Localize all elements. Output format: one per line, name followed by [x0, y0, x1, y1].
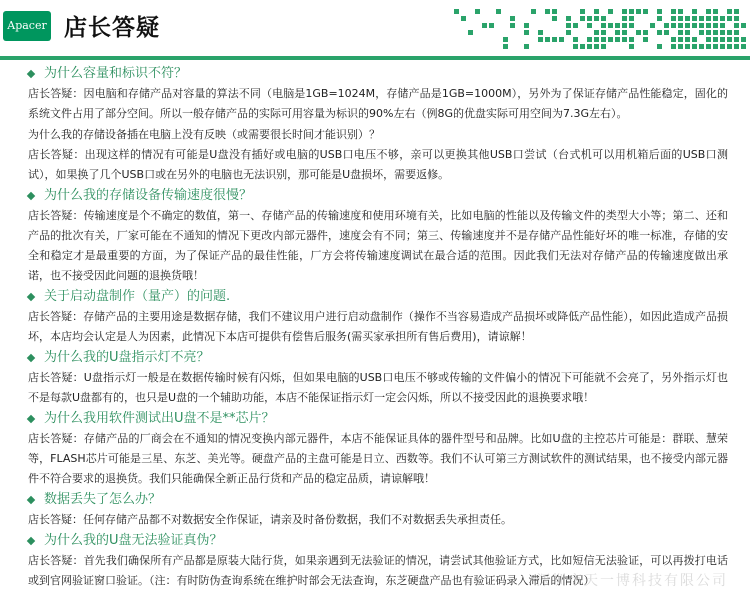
faq-question: 关于启动盘制作（量产）的问题.: [22, 286, 728, 307]
faq-item: [22, 124, 728, 185]
faq-answer: 店长答疑：首先我们确保所有产品都是原装大陆行货，如果亲遇到无法验证的情况，请尝试其他验证方式，比如短信无法验证，可以再拨打电话或到官网验证窗口验证。（注：有时防伪查询系统在维护时部会无法查询，东芝硬盘产品也有验证码录入滞后的情况）: [28, 554, 728, 587]
decorative-pixel-pattern: [446, 7, 750, 53]
faq-item: [22, 286, 728, 347]
faq-answer: 店长答疑：存储产品的厂商会在不通知的情况变换内部元器件，本店不能保证具体的器件型号和品牌。比如U盘的主控芯片可能是：群联、慧荣等，FLASH芯片可能是三星、东芝、美光等。硬盘产品的主盘可能是日立、西数等。我们不认可第三方测试软件的测试结果，也不接受内部元器件不符合要求的退换货。我们只能确保全新正品行货和产品的稳定品质，请谅解哦！: [28, 432, 728, 485]
bullet-diamond-icon: [27, 191, 35, 199]
faq-answer: 店长答疑：传输速度是个不确定的数值，第一、存储产品的传输速度和使用环境有关，比如电脑的性能以及传输文件的类型大小等；第二、还和产品的批次有关，厂家可能在不通知的情况下更改内部元器件，速度会有不同；第三、传输速度并不是存储产品性能好坏的唯一标准，存储的安全和稳定才是最重要的方面，为了保证产品的最佳性能，厂方会将传输速度调试在最合适的范围。因此我们无法对存储产品的传输速度做出承诺，也不接受因此问题的退换货哦！: [28, 209, 728, 282]
bullet-diamond-icon: [27, 69, 35, 77]
watermark: 深圳市天一博科技有限公司: [536, 573, 728, 589]
apacer-logo: Apacer: [3, 11, 51, 41]
faq-item: [22, 347, 728, 408]
bullet-diamond-icon: [27, 536, 35, 544]
bullet-diamond-icon: [27, 353, 35, 361]
header-divider: [0, 56, 750, 60]
faq-question: 为什么容量和标识不符？: [22, 63, 728, 84]
faq-item: [22, 63, 728, 124]
faq-question: 为什么我的存储设备传输速度很慢？: [22, 185, 728, 206]
faq-question: 为什么我的U盘无法验证真伪？: [22, 530, 728, 551]
bullet-diamond-icon: [27, 414, 35, 422]
faq-question: 为什么我的U盘指示灯不亮？: [22, 347, 728, 368]
faq-question: 为什么我用软件测试出U盘不是**芯片？: [22, 408, 728, 429]
bullet-diamond-icon: [27, 495, 35, 503]
faq-item: [22, 489, 728, 530]
faq-question: 数据丢失了怎么办？: [22, 489, 728, 510]
faq-answer: 店长答疑：任何存储产品都不对数据安全作保证，请亲及时备份数据，我们不对数据丢失承担责任。: [28, 513, 512, 526]
bullet-diamond-icon: [27, 292, 35, 300]
faq-answer: 店长答疑：存储产品的主要用途是数据存储，我们不建议用户进行启动盘制作（操作不当容易造成产品损坏或降低产品性能），如因此造成产品损坏，本店均会认定是人为因素，此情况下本店可提供有偿售后服务(需买家承担所有售后费用)，请谅解！: [28, 310, 728, 343]
faq-answer: 店长答疑：U盘指示灯一般是在数据传输时候有闪烁，但如果电脑的USB口电压不够或传输的文件偏小的情况下可能就不会亮了，另外指示灯也不是每款U盘都有的，也只是U盘的一个辅助功能，本店不能保证指示灯一定会闪烁，所以不接受因此的退换要求哦！: [28, 371, 728, 404]
faq-item: [22, 185, 728, 286]
header: [0, 0, 750, 56]
faq-answer: 店长答疑：因电脑和存储产品对容量的算法不同（电脑是1GB=1024M，存储产品是1GB=1000M），另外为了保证存储产品性能稳定，固化的系统文件占用了部分空间。所以一般存储产品的实际可用容量为标识的90%左右（例8G的优盘实际可用空间为7.3G左右）。: [28, 87, 728, 120]
faq-question: 为什么我的存储设备插在电脑上没有反映（或需要很长时间才能识别）？: [28, 127, 380, 141]
faq-answer: 店长答疑：出现这样的情况有可能是U盘没有插好或电脑的USB口电压不够，亲可以更换其他USB口尝试（台式机可以用机箱后面的USB口测试），如果换了几个USB口或在另外的电脑也无法识别，那可能是U盘损坏，需要返修。: [28, 148, 728, 181]
faq-list: [22, 63, 728, 591]
page-title: 店长答疑: [64, 15, 160, 41]
faq-item: [22, 408, 728, 489]
